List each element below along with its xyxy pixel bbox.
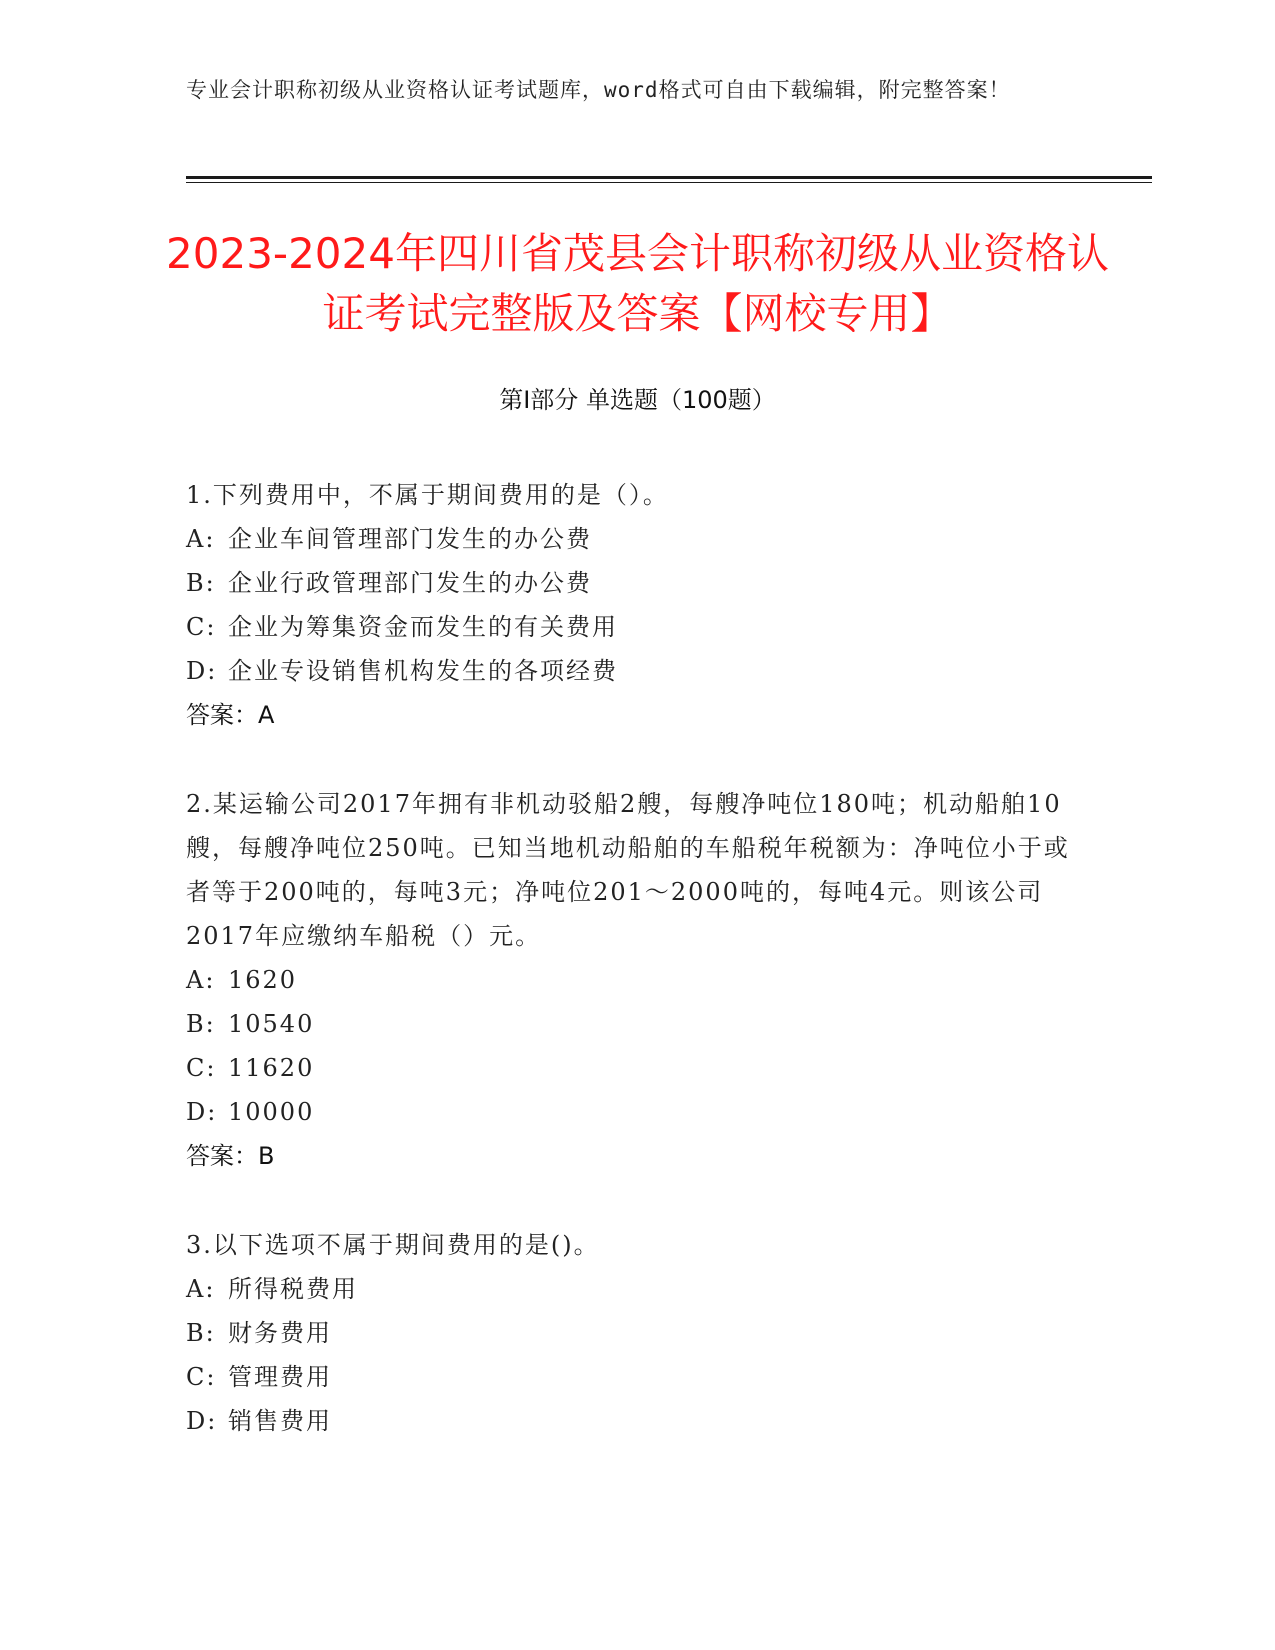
option-text: 财务费用 [228,1319,332,1347]
option-text: 10000 [228,1098,315,1126]
option-key: C: [186,613,217,641]
option-c [186,1355,1076,1399]
option-text: 管理费用 [228,1363,332,1391]
option-b [186,561,1076,605]
option-d [186,649,1076,693]
header-rule-thick [186,176,1152,179]
question-spacer [186,1178,1076,1223]
option-b [186,1311,1076,1355]
option-a [186,517,1076,561]
question-spacer [186,737,1076,782]
option-key: B: [186,569,216,597]
option-text: 企业行政管理部门发生的办公费 [228,569,592,597]
option-key: C: [186,1054,217,1082]
question-3 [186,1223,1076,1443]
option-text: 企业专设销售机构发生的各项经费 [228,657,618,685]
option-a [186,958,1076,1002]
question-2 [186,782,1076,1178]
option-text: 销售费用 [228,1407,332,1435]
option-text: 所得税费用 [228,1275,358,1303]
option-key: A: [186,525,216,553]
option-key: C: [186,1363,217,1391]
section-heading: 第I部分 单选题（100题） [499,386,776,414]
option-a [186,1267,1076,1311]
option-key: B: [186,1010,216,1038]
option-text: 11620 [228,1054,315,1082]
question-list [186,473,1076,1443]
document-title: 2023-2024年四川省茂县会计职称初级从业资格认证考试完整版及答案【网校专用】 [166,229,1109,338]
option-text: 企业为筹集资金而发生的有关费用 [228,613,618,641]
question-stem: 3.以下选项不属于期间费用的是()。 [186,1231,600,1259]
option-text: 企业车间管理部门发生的办公费 [228,525,592,553]
header-note: 专业会计职称初级从业资格认证考试题库，word格式可自由下载编辑，附完整答案！ [186,78,1011,102]
option-text: 1620 [228,966,298,994]
option-text: 10540 [228,1010,315,1038]
option-c [186,605,1076,649]
question-stem: 2.某运输公司2017年拥有非机动驳船2艘，每艘净吨位180吨；机动船舶10艘，每艘净吨位250吨。已知当地机动船舶的车船税年税额为：净吨位小于或者等于200吨的，每吨3元；净吨位201～2000吨的，每吨4元。则该公司2017年应缴纳车船税（）元。 [186,790,1070,950]
answer-line: 答案：A [186,701,275,729]
question-stem: 1.下列费用中，不属于期间费用的是（）。 [186,481,669,509]
question-1 [186,473,1076,737]
option-key: A: [186,1275,216,1303]
option-d [186,1090,1076,1134]
option-key: D: [186,657,218,685]
option-key: A: [186,966,216,994]
option-key: D: [186,1098,218,1126]
option-c [186,1046,1076,1090]
header-rule-thin [186,182,1152,183]
option-d [186,1399,1076,1443]
option-key: D: [186,1407,218,1435]
answer-line: 答案：B [186,1142,275,1170]
option-key: B: [186,1319,216,1347]
option-b [186,1002,1076,1046]
